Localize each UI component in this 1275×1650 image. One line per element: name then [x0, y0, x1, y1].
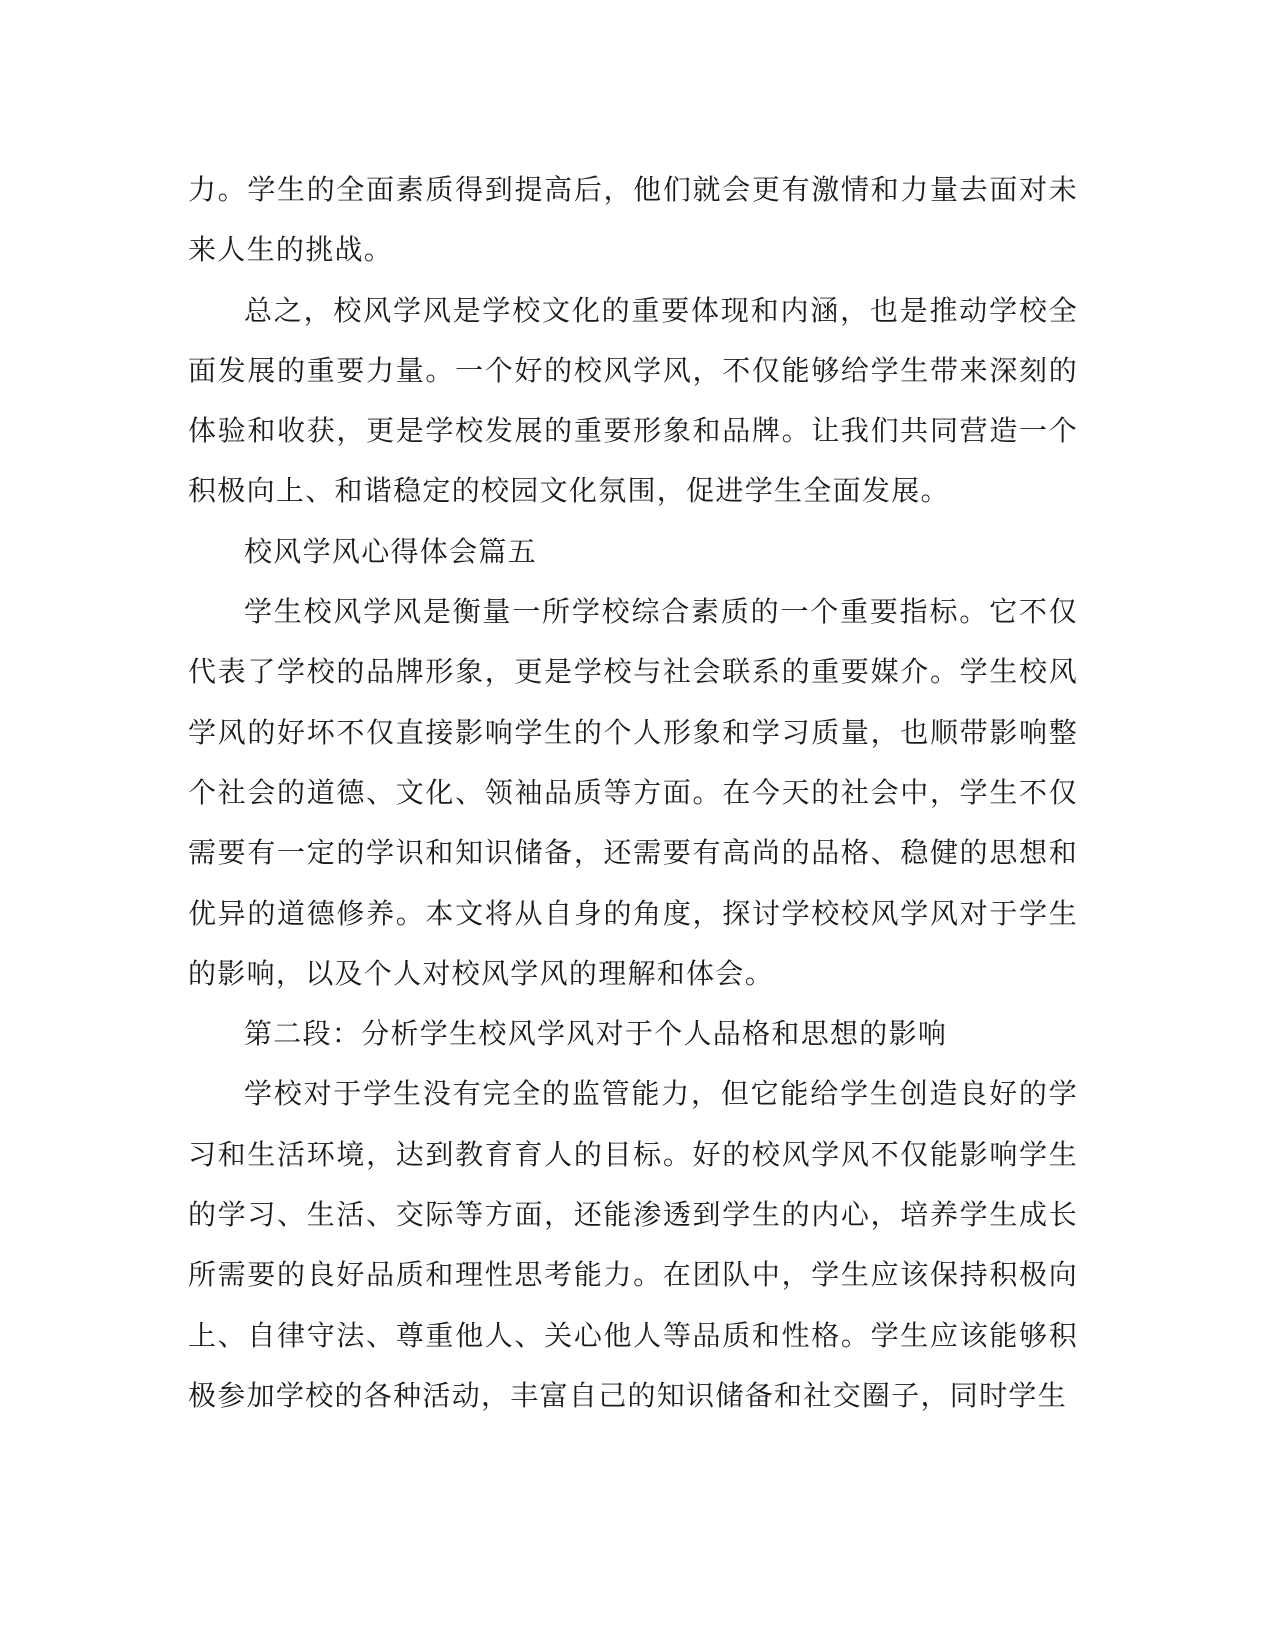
- document-body: [188, 160, 1078, 1426]
- paragraph-continuation: 力。学生的全面素质得到提高后，他们就会更有激情和力量去面对未来人生的挑战。: [188, 173, 1078, 267]
- subsection-heading: 第二段：分析学生校风学风对于个人品格和思想的影响: [244, 1017, 948, 1051]
- paragraph-intro: 学生校风学风是衡量一所学校综合素质的一个重要指标。它不仅代表了学校的品牌形象，更是学校与社会联系的重要媒介。学生校风学风的好坏不仅直接影响学生的个人形象和学习质量，也顺带影响整个社会的道德、文化、领袖品质等方面。在今天的社会中，学生不仅需要有一定的学识和知识储备，还需要有高尚的品格、稳健的思想和优异的道德修养。本文将从自身的角度，探讨学校校风学风对于学生的影响，以及个人对校风学风的理解和体会。: [188, 595, 1078, 990]
- section-heading: 校风学风心得体会篇五: [244, 534, 538, 568]
- paragraph-conclusion: 总之，校风学风是学校文化的重要体现和内涵，也是推动学校全面发展的重要力量。一个好的校风学风，不仅能够给学生带来深刻的体验和收获，更是学校发展的重要形象和品牌。让我们共同营造一个积极向上、和谐稳定的校园文化氛围，促进学生全面发展。: [188, 293, 1078, 508]
- paragraph-body: 学校对于学生没有完全的监管能力，但它能给学生创造良好的学习和生活环境，达到教育育人的目标。好的校风学风不仅能影响学生的学习、生活、交际等方面，还能渗透到学生的内心，培养学生成长所需要的良好品质和理性思考能力。在团队中，学生应该保持积极向上、自律守法、尊重他人、关心他人等品质和性格。学生应该能够积极参加学校的各种活动，丰富自己的知识储备和社交圈子，同时学生: [188, 1077, 1078, 1412]
